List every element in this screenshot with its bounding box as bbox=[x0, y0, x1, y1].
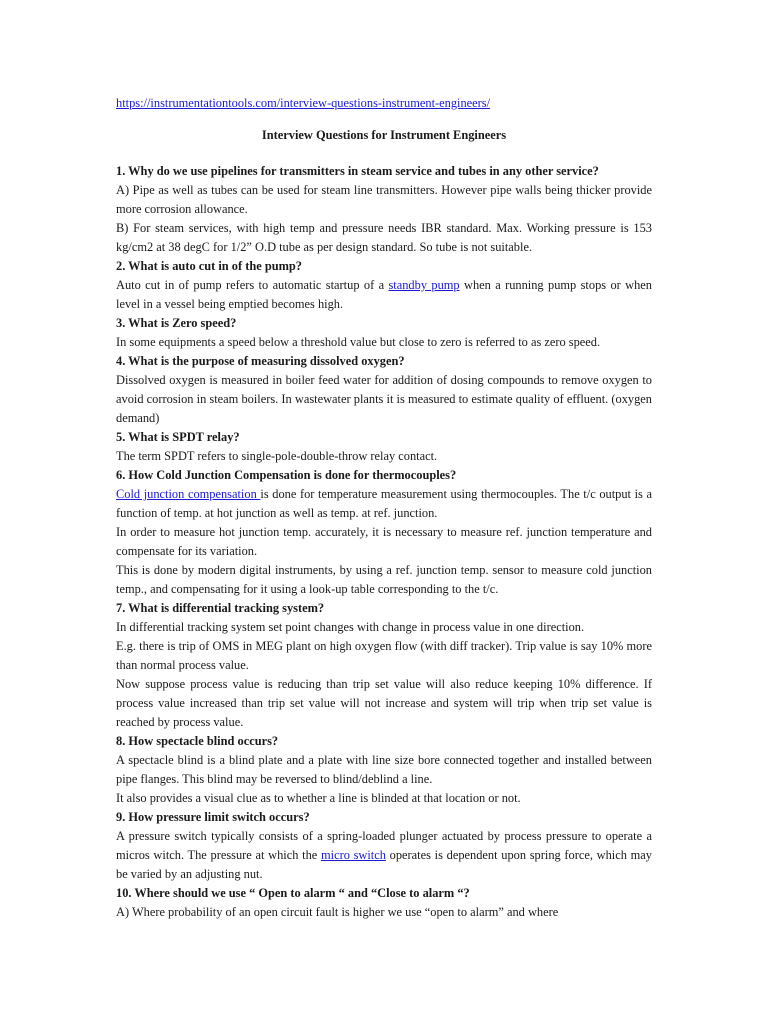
answer-6a bbox=[116, 485, 652, 523]
answer-6a-text: is done for temperature measurement using thermocouples. The t/c output is a function of temp. at hot junction as well as temp. at ref. junction. bbox=[116, 487, 652, 520]
question-2: 2. What is auto cut in of the pump? bbox=[116, 259, 303, 273]
question-6: 6. How Cold Junction Compensation is done for thermocouples? bbox=[116, 468, 457, 482]
answer-9-text-end: operates is dependent upon spring force, which may be varied by an adjusting nut. bbox=[116, 848, 652, 881]
question-8: 8. How spectacle blind occurs? bbox=[116, 734, 279, 748]
answer-1b: B) For steam services, with high temp and pressure needs IBR standard. Max. Working pressure is 153 kg/cm2 at 38 degC for 1/2” O.D tube as per design standard. So tube is not suitable. bbox=[116, 221, 652, 254]
answer-10: A) Where probability of an open circuit fault is higher we use “open to alarm” and where bbox=[116, 905, 559, 919]
answer-7a: In differential tracking system set point changes with change in process value in one direction. bbox=[116, 620, 585, 634]
answer-8a: A spectacle blind is a blind plate and a plate with line size bore connected together and installed between pipe flanges. This blind may be reversed to blind/deblind a line. bbox=[116, 753, 652, 786]
answer-2 bbox=[116, 276, 652, 314]
answer-9-text: A pressure switch typically consists of a spring-loaded plunger actuated by process pressure to operate a micros witch. The pressure at which the bbox=[116, 829, 652, 862]
answer-7c: Now suppose process value is reducing than trip set value will also reduce keeping 10% difference. If process value increased than trip set value will not increase and system will trip when trip set value is reached by process value. bbox=[116, 677, 652, 729]
answer-9 bbox=[116, 827, 652, 884]
question-5: 5. What is SPDT relay? bbox=[116, 430, 240, 444]
source-url-link[interactable]: https://instrumentationtools.com/interview-questions-instrument-engineers/ bbox=[116, 96, 491, 110]
question-1: 1. Why do we use pipelines for transmitters in steam service and tubes in any other service? bbox=[116, 164, 599, 178]
question-4: 4. What is the purpose of measuring dissolved oxygen? bbox=[116, 354, 405, 368]
question-9: 9. How pressure limit switch occurs? bbox=[116, 810, 310, 824]
answer-6b: In order to measure hot junction temp. accurately, it is necessary to measure ref. junction temperature and compensate for its variation. bbox=[116, 525, 652, 558]
answer-2-text-end: when a running pump stops or when level in a vessel being emptied becomes high. bbox=[116, 278, 652, 311]
document-page bbox=[116, 90, 652, 922]
answer-3: In some equipments a speed below a threshold value but close to zero is referred to as zero speed. bbox=[116, 335, 601, 349]
cold-junction-compensation-link[interactable]: Cold junction compensation bbox=[116, 487, 261, 501]
answer-1a: A) Pipe as well as tubes can be used for steam line transmitters. However pipe walls being thicker provide more corrosion allowance. bbox=[116, 183, 652, 216]
question-7: 7. What is differential tracking system? bbox=[116, 601, 325, 615]
answer-6c: This is done by modern digital instruments, by using a ref. junction temp. sensor to measure cold junction temp., and compensating for it using a look-up table corresponding to the t/c. bbox=[116, 563, 652, 596]
standby-pump-link[interactable]: standby pump bbox=[388, 278, 460, 292]
document-title: Interview Questions for Instrument Engineers bbox=[261, 128, 507, 142]
question-3: 3. What is Zero speed? bbox=[116, 316, 237, 330]
answer-4: Dissolved oxygen is measured in boiler feed water for addition of dosing compounds to remove oxygen to avoid corrosion in steam boilers. In wastewater plants it is measured to estimate quality of effluent. (oxygen demand) bbox=[116, 373, 652, 425]
answer-5: The term SPDT refers to single-pole-double-throw relay contact. bbox=[116, 449, 438, 463]
question-10: 10. Where should we use “ Open to alarm “ and “Close to alarm “? bbox=[116, 886, 470, 900]
answer-7b: E.g. there is trip of OMS in MEG plant on high oxygen flow (with diff tracker). Trip value is say 10% more than normal process value. bbox=[116, 639, 652, 672]
micro-switch-link[interactable]: micro switch bbox=[320, 848, 386, 862]
answer-2-text: Auto cut in of pump refers to automatic startup of a bbox=[116, 278, 389, 292]
answer-8b: It also provides a visual clue as to whether a line is blinded at that location or not. bbox=[116, 791, 521, 805]
